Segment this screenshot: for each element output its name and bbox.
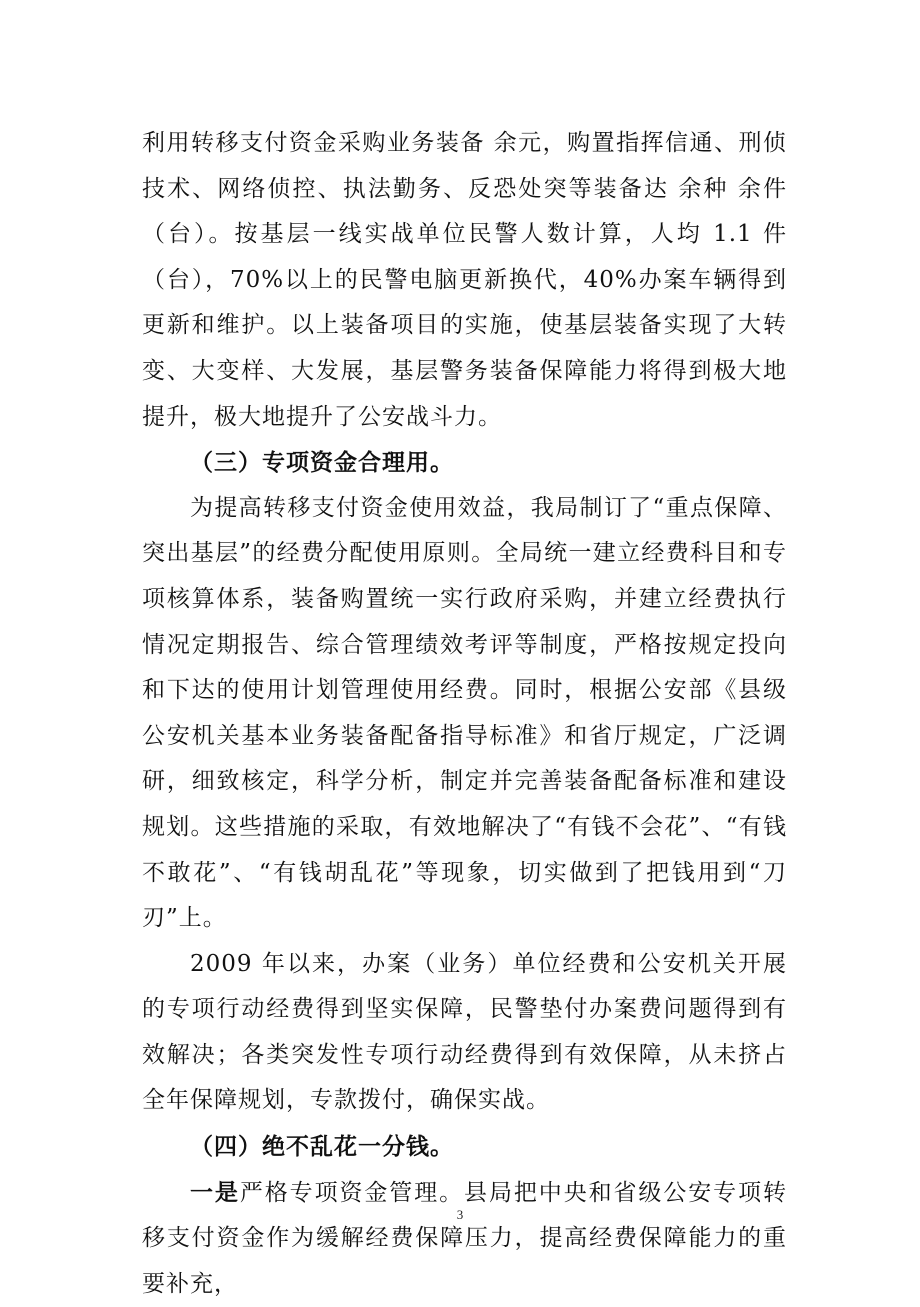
section-heading-3: （三）专项资金合理用。 (190, 449, 454, 477)
paragraph-since-2009: 2009 年以来，办案（业务）单位经费和公安机关开展的专项行动经费得到坚实保障，民警垫付办案费问题得到有效解决；各类突发性专项行动经费得到有效保障，从未挤占全年保障规划，专款拨付，确保实战。 (142, 950, 787, 1114)
paragraph-first-point-text: 严格专项资金管理。县局把中央和省级公安专项转移支付资金作为缓解经费保障压力，提高经费保障能力的重要补充， (142, 1179, 788, 1297)
section-heading-4: （四）绝不乱花一分钱。 (190, 1133, 454, 1161)
document-body (142, 121, 787, 1307)
paragraph-first-point (142, 1170, 787, 1307)
paragraph-equipment-purchase: 利用转移支付资金采购业务装备 余元，购置指挥信通、刑侦技术、网络侦控、执法勤务、反恐处突等装备达 余种 余件（台）。按基层一线实战单位民警人数计算，人均 1.1 件（台），70%以上的民警电脑更新换代，40%办案车辆得到更新和维护。以上装备项目的实施，使基层装备实现了大转变、大变样、大发展，基层警务装备保障能力将得到极大地提升，极大地提升了公安战斗力。 (142, 130, 787, 430)
paragraph-fund-usage-principles: 为提高转移支付资金使用效益，我局制订了“重点保障、突出基层”的经费分配使用原则。全局统一建立经费科目和专项核算体系，装备购置统一实行政府采购，并建立经费执行情况定期报告、综合管理绩效考评等制度，严格按规定投向和下达的使用计划管理使用经费。同时，根据公安部《县级公安机关基本业务装备配备指导标准》和省厅规定，广泛调研，细致核定，科学分析，制定并完善装备配备标准和建设规划。这些措施的采取，有效地解决了“有钱不会花”、“有钱不敢花”、“有钱胡乱花”等现象，切实做到了把钱用到“刀刃”上。 (142, 494, 787, 932)
lead-emphasis: 一是 (190, 1178, 240, 1206)
page-number: 3 (456, 1207, 464, 1222)
